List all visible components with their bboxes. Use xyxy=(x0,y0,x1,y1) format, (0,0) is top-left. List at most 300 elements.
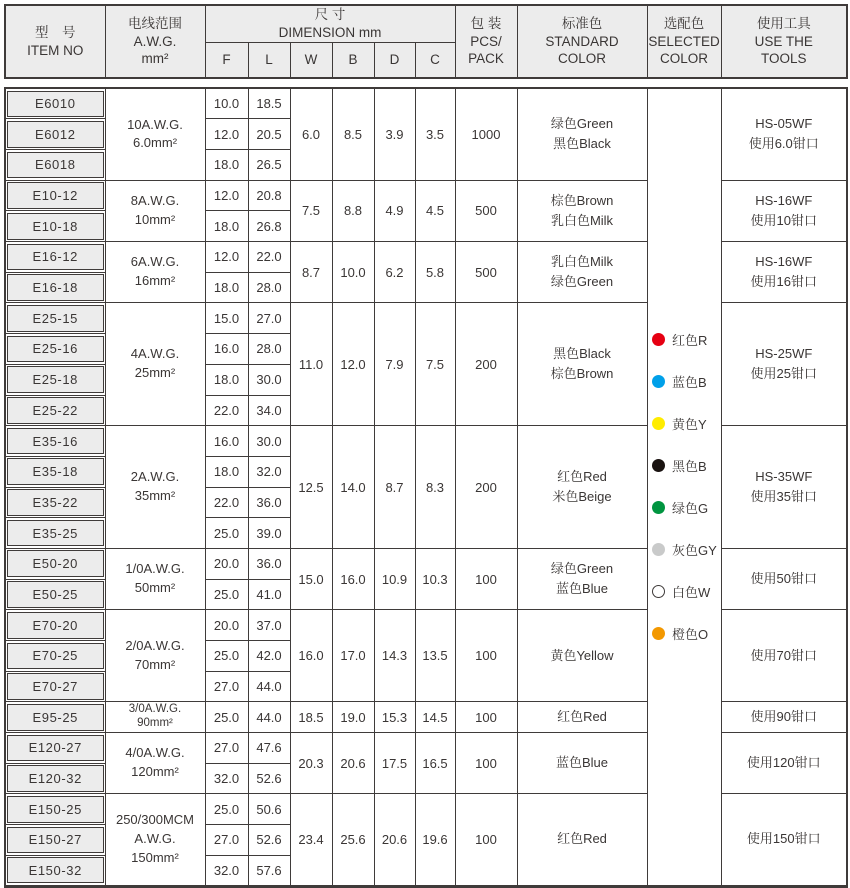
item-no-box: E25-18 xyxy=(7,366,104,393)
item-no-cell xyxy=(5,579,105,610)
dimension-d-cell: 10.9 xyxy=(374,548,415,609)
dimension-c-cell: 14.5 xyxy=(415,702,455,733)
standard-color-cell xyxy=(517,702,647,733)
wire-range-line: 1/0A.W.G. xyxy=(125,561,185,577)
pcs-pack-cell: 500 xyxy=(455,242,517,303)
wire-range-cell xyxy=(105,88,205,180)
dimension-c-cell: 4.5 xyxy=(415,180,455,241)
header-dimension-zh: 尺 寸 xyxy=(314,7,346,22)
dimension-f-cell: 27.0 xyxy=(205,825,248,856)
dimension-f-cell: 27.0 xyxy=(205,671,248,702)
dimension-l-cell: 41.0 xyxy=(248,579,290,610)
standard-color-line: 绿色Green xyxy=(550,116,614,132)
dimension-l-cell: 26.8 xyxy=(248,211,290,242)
item-no-cell xyxy=(5,119,105,150)
standard-color-line: 蓝色Blue xyxy=(555,755,609,771)
header-dim-f: F xyxy=(205,42,248,78)
item-no-box: E16-12 xyxy=(7,244,104,271)
item-no-cell xyxy=(5,702,105,733)
dimension-f-cell: 12.0 xyxy=(205,180,248,211)
dimension-c-cell: 13.5 xyxy=(415,610,455,702)
standard-color-cell xyxy=(517,733,647,794)
dimension-w-cell: 12.5 xyxy=(290,426,332,549)
item-no-box: E10-12 xyxy=(7,182,104,209)
item-no-box: E6018 xyxy=(7,152,104,179)
item-no-box: E25-22 xyxy=(7,397,104,424)
use-tools-line: 使用35钳口 xyxy=(750,489,817,505)
item-no-box: E25-16 xyxy=(7,336,104,363)
item-no-box: E50-20 xyxy=(7,550,104,577)
header-dim-c: C xyxy=(415,42,455,78)
dimension-f-cell: 16.0 xyxy=(205,426,248,457)
pcs-pack-cell: 100 xyxy=(455,702,517,733)
use-tools-line: HS-16WF xyxy=(755,192,813,208)
item-no-cell xyxy=(5,671,105,702)
dimension-f-cell: 12.0 xyxy=(205,119,248,150)
header-standard-color-en2: COLOR xyxy=(558,51,607,67)
dimension-l-cell: 22.0 xyxy=(248,242,290,273)
header-tools xyxy=(721,5,847,78)
dimension-b-cell: 8.5 xyxy=(332,88,374,180)
item-no-box: E50-25 xyxy=(7,581,104,608)
pcs-pack-cell: 200 xyxy=(455,426,517,549)
use-tools-cell xyxy=(721,303,847,426)
header-wire-range-awg: A.W.G. xyxy=(133,33,177,49)
item-no-cell xyxy=(5,395,105,426)
dimension-b-cell: 12.0 xyxy=(332,303,374,426)
item-no-cell xyxy=(5,88,105,119)
dimension-f-cell: 18.0 xyxy=(205,272,248,303)
item-no-box: E35-16 xyxy=(7,428,104,455)
standard-color-line: 红色Red xyxy=(557,709,607,725)
item-no-box: E6012 xyxy=(7,121,104,148)
legend-label-red: 红色R xyxy=(672,333,708,349)
wire-range-line: 90mm² xyxy=(137,717,173,730)
pcs-pack-cell: 1000 xyxy=(455,88,517,180)
table-row xyxy=(5,733,847,764)
standard-color-line: 蓝色Blue xyxy=(555,581,609,597)
legend-item-red xyxy=(652,330,707,349)
header-pack xyxy=(455,5,517,78)
legend-label-gray: 灰色GY xyxy=(672,543,717,559)
green-color-dot xyxy=(652,501,665,514)
item-no-cell xyxy=(5,150,105,181)
legend-item-gray xyxy=(652,540,717,559)
use-tools-line: 使用70钳口 xyxy=(750,647,817,663)
wire-range-line: 10mm² xyxy=(134,211,176,227)
selected-color-cell xyxy=(647,88,721,886)
wire-range-line: 10A.W.G. xyxy=(127,116,183,132)
legend-item-white xyxy=(652,582,710,601)
dimension-f-cell: 25.0 xyxy=(205,518,248,549)
header-selected-color xyxy=(647,5,721,78)
header-tools-en2: TOOLS xyxy=(761,51,807,67)
dimension-l-cell: 30.0 xyxy=(248,364,290,395)
header-dimension-en: DIMENSION mm xyxy=(278,24,382,40)
wire-range-line: 150mm² xyxy=(131,849,179,865)
wire-range-cell xyxy=(105,702,205,733)
legend-label-orange: 橙色O xyxy=(672,627,709,643)
wire-range-line: 3/0A.W.G. xyxy=(128,703,182,716)
table-row xyxy=(5,610,847,641)
use-tools-line: 使用6.0钳口 xyxy=(748,136,819,152)
header-selected-color-zh: 选配色 xyxy=(663,15,705,31)
wire-range-line: 8A.W.G. xyxy=(130,193,180,209)
use-tools-line: 使用90钳口 xyxy=(750,709,817,725)
pcs-pack-cell: 100 xyxy=(455,548,517,609)
header-item-no-zh: 型 号 xyxy=(35,24,76,40)
dimension-l-cell: 44.0 xyxy=(248,671,290,702)
item-no-box: E6010 xyxy=(7,91,104,117)
wire-range-line: 4/0A.W.G. xyxy=(125,745,185,761)
use-tools-cell xyxy=(721,180,847,241)
dimension-l-cell: 30.0 xyxy=(248,426,290,457)
use-tools-cell xyxy=(721,426,847,549)
dimension-c-cell: 3.5 xyxy=(415,88,455,180)
wire-range-line: 120mm² xyxy=(131,764,179,780)
use-tools-line: HS-05WF xyxy=(755,116,813,132)
item-no-box: E120-32 xyxy=(7,765,104,792)
legend-label-black: 黑色B xyxy=(672,459,707,475)
header-dim-b: B xyxy=(332,42,374,78)
wire-range-line: 70mm² xyxy=(134,656,176,672)
header-selected-color-en1: SELECTED xyxy=(648,33,720,49)
standard-color-cell xyxy=(517,180,647,241)
dimension-f-cell: 18.0 xyxy=(205,150,248,181)
item-no-cell xyxy=(5,334,105,365)
item-no-cell xyxy=(5,180,105,211)
dimension-d-cell: 4.9 xyxy=(374,180,415,241)
item-no-box: E70-27 xyxy=(7,673,104,700)
wire-range-line: 35mm² xyxy=(134,488,176,504)
dimension-w-cell: 18.5 xyxy=(290,702,332,733)
dimension-l-cell: 20.8 xyxy=(248,180,290,211)
standard-color-cell xyxy=(517,303,647,426)
wire-range-cell xyxy=(105,180,205,241)
dimension-l-cell: 44.0 xyxy=(248,702,290,733)
wire-range-line: 2/0A.W.G. xyxy=(125,638,185,653)
dimension-f-cell: 32.0 xyxy=(205,855,248,886)
standard-color-cell xyxy=(517,794,647,886)
wire-range-cell xyxy=(105,426,205,549)
black-color-dot xyxy=(652,459,665,472)
dimension-l-cell: 20.5 xyxy=(248,119,290,150)
dimension-f-cell: 12.0 xyxy=(205,242,248,273)
wire-range-line: 50mm² xyxy=(134,580,176,596)
item-no-cell xyxy=(5,487,105,518)
dimension-f-cell: 25.0 xyxy=(205,579,248,610)
use-tools-cell xyxy=(721,610,847,702)
orange-color-dot xyxy=(652,627,665,640)
item-no-box: E35-18 xyxy=(7,458,104,485)
header-table xyxy=(4,4,848,79)
use-tools-cell xyxy=(721,733,847,794)
dimension-f-cell: 18.0 xyxy=(205,364,248,395)
table-row xyxy=(5,794,847,825)
dimension-f-cell: 27.0 xyxy=(205,733,248,764)
dimension-c-cell: 5.8 xyxy=(415,242,455,303)
table-row xyxy=(5,88,847,119)
wire-range-line: 4A.W.G. xyxy=(130,346,180,362)
standard-color-line: 乳白色Milk xyxy=(550,254,614,270)
standard-color-line: 红色Red xyxy=(557,831,607,847)
selected-color-legend xyxy=(652,330,716,643)
header-standard-color-en1: STANDARD xyxy=(545,33,619,49)
dimension-f-cell: 10.0 xyxy=(205,88,248,119)
pcs-pack-cell: 200 xyxy=(455,303,517,426)
dimension-f-cell: 25.0 xyxy=(205,702,248,733)
item-no-box: E120-27 xyxy=(7,735,104,762)
item-no-cell xyxy=(5,610,105,641)
legend-label-yellow: 黄色Y xyxy=(672,417,707,433)
dimension-l-cell: 52.6 xyxy=(248,825,290,856)
pcs-pack-cell: 100 xyxy=(455,610,517,702)
dimension-d-cell: 7.9 xyxy=(374,303,415,426)
white-color-dot xyxy=(652,585,665,598)
yellow-color-dot xyxy=(652,417,665,430)
item-no-cell xyxy=(5,825,105,856)
table-row xyxy=(5,242,847,273)
dimension-c-cell: 7.5 xyxy=(415,303,455,426)
dimension-b-cell: 19.0 xyxy=(332,702,374,733)
dimension-c-cell: 16.5 xyxy=(415,733,455,794)
dimension-f-cell: 20.0 xyxy=(205,548,248,579)
wire-range-line: A.W.G. xyxy=(134,831,176,847)
wire-range-cell xyxy=(105,548,205,609)
legend-label-blue: 蓝色B xyxy=(672,375,707,391)
dimension-c-cell: 10.3 xyxy=(415,548,455,609)
dimension-l-cell: 34.0 xyxy=(248,395,290,426)
legend-item-green xyxy=(652,498,708,517)
item-no-box: E16-18 xyxy=(7,274,104,301)
dimension-d-cell: 20.6 xyxy=(374,794,415,886)
dimension-l-cell: 28.0 xyxy=(248,272,290,303)
item-no-cell xyxy=(5,733,105,764)
dimension-w-cell: 8.7 xyxy=(290,242,332,303)
dimension-c-cell: 19.6 xyxy=(415,794,455,886)
item-no-box: E25-15 xyxy=(7,305,104,332)
gray-color-dot xyxy=(652,543,665,556)
header-wire-range-mm2: mm² xyxy=(141,51,169,67)
dimension-l-cell: 52.6 xyxy=(248,763,290,794)
wire-range-cell xyxy=(105,794,205,886)
header-tools-zh: 使用工具 xyxy=(756,15,811,31)
standard-color-cell xyxy=(517,610,647,702)
dimension-d-cell: 8.7 xyxy=(374,426,415,549)
dimension-b-cell: 14.0 xyxy=(332,426,374,549)
dimension-l-cell: 18.5 xyxy=(248,88,290,119)
use-tools-line: 使用10钳口 xyxy=(750,212,817,228)
dimension-w-cell: 11.0 xyxy=(290,303,332,426)
item-no-cell xyxy=(5,794,105,825)
dimension-f-cell: 25.0 xyxy=(205,641,248,672)
item-no-box: E150-32 xyxy=(7,857,104,883)
item-no-box: E35-25 xyxy=(7,520,104,547)
dimension-b-cell: 17.0 xyxy=(332,610,374,702)
legend-item-yellow xyxy=(652,414,707,433)
item-no-box: E70-25 xyxy=(7,643,104,670)
item-no-cell xyxy=(5,364,105,395)
dimension-l-cell: 42.0 xyxy=(248,641,290,672)
header-pack-zh: 包 装 xyxy=(470,15,502,31)
dimension-l-cell: 32.0 xyxy=(248,456,290,487)
dimension-l-cell: 26.5 xyxy=(248,150,290,181)
header-standard-color-zh: 标准色 xyxy=(561,15,603,31)
item-no-box: E10-18 xyxy=(7,213,104,240)
header-tools-en1: USE THE xyxy=(754,33,813,49)
use-tools-cell xyxy=(721,242,847,303)
standard-color-cell xyxy=(517,242,647,303)
wire-range-cell xyxy=(105,242,205,303)
dimension-l-cell: 36.0 xyxy=(248,548,290,579)
item-no-cell xyxy=(5,641,105,672)
wire-range-cell xyxy=(105,303,205,426)
dimension-w-cell: 23.4 xyxy=(290,794,332,886)
header-dim-w: W xyxy=(290,42,332,78)
use-tools-cell xyxy=(721,794,847,886)
standard-color-line: 棕色Brown xyxy=(550,366,614,382)
header-dim-l: L xyxy=(248,42,290,78)
header-item-no-en: ITEM NO xyxy=(27,42,84,58)
item-no-box: E150-25 xyxy=(7,796,104,823)
dimension-l-cell: 28.0 xyxy=(248,334,290,365)
dimension-l-cell: 39.0 xyxy=(248,518,290,549)
dimension-w-cell: 16.0 xyxy=(290,610,332,702)
standard-color-line: 黄色Yellow xyxy=(550,647,614,663)
item-no-cell xyxy=(5,426,105,457)
dimension-b-cell: 16.0 xyxy=(332,548,374,609)
legend-item-orange xyxy=(652,624,708,643)
table-row xyxy=(5,702,847,733)
item-no-cell xyxy=(5,456,105,487)
item-no-box: E95-25 xyxy=(7,704,104,731)
item-no-cell xyxy=(5,855,105,886)
dimension-f-cell: 22.0 xyxy=(205,487,248,518)
pcs-pack-cell: 500 xyxy=(455,180,517,241)
dimension-f-cell: 16.0 xyxy=(205,334,248,365)
use-tools-line: 使用120钳口 xyxy=(746,755,821,771)
dimension-w-cell: 7.5 xyxy=(290,180,332,241)
standard-color-line: 绿色Green xyxy=(550,274,614,290)
use-tools-line: HS-25WF xyxy=(755,346,813,362)
use-tools-line: HS-35WF xyxy=(755,468,813,484)
dimension-d-cell: 17.5 xyxy=(374,733,415,794)
dimension-f-cell: 15.0 xyxy=(205,303,248,334)
dimension-w-cell: 6.0 xyxy=(290,88,332,180)
dimension-b-cell: 20.6 xyxy=(332,733,374,794)
use-tools-line: HS-16WF xyxy=(755,254,813,270)
wire-range-line: 16mm² xyxy=(134,273,176,289)
dimension-f-cell: 18.0 xyxy=(205,456,248,487)
item-no-cell xyxy=(5,272,105,303)
header-pack-pcs: PCS/ xyxy=(470,33,502,49)
legend-item-blue xyxy=(652,372,707,391)
use-tools-line: 使用25钳口 xyxy=(750,366,817,382)
dimension-d-cell: 14.3 xyxy=(374,610,415,702)
dimension-w-cell: 15.0 xyxy=(290,548,332,609)
item-no-box: E35-22 xyxy=(7,489,104,516)
table-row xyxy=(5,548,847,579)
dimension-l-cell: 36.0 xyxy=(248,487,290,518)
item-no-cell xyxy=(5,242,105,273)
use-tools-cell xyxy=(721,702,847,733)
use-tools-line: 使用16钳口 xyxy=(750,274,817,290)
dimension-f-cell: 22.0 xyxy=(205,395,248,426)
use-tools-line: 使用150钳口 xyxy=(746,831,821,847)
dimension-l-cell: 50.6 xyxy=(248,794,290,825)
table-row xyxy=(5,426,847,457)
header-wire-range-zh: 电线范围 xyxy=(128,15,182,31)
dimension-f-cell: 25.0 xyxy=(205,794,248,825)
red-color-dot xyxy=(652,333,665,346)
dimension-l-cell: 37.0 xyxy=(248,610,290,641)
header-wire-range xyxy=(105,5,205,78)
dimension-c-cell: 8.3 xyxy=(415,426,455,549)
dimension-d-cell: 3.9 xyxy=(374,88,415,180)
standard-color-line: 米色Beige xyxy=(552,489,612,505)
wire-range-cell xyxy=(105,610,205,702)
dimension-l-cell: 57.6 xyxy=(248,855,290,886)
item-no-cell xyxy=(5,518,105,549)
header-item-no xyxy=(5,5,105,78)
header-selected-color-en2: COLOR xyxy=(660,51,709,67)
dimension-f-cell: 18.0 xyxy=(205,211,248,242)
header-pack-pack: PACK xyxy=(468,51,504,67)
standard-color-line: 棕色Brown xyxy=(550,192,614,208)
dimension-l-cell: 27.0 xyxy=(248,303,290,334)
standard-color-cell xyxy=(517,426,647,549)
legend-label-white: 白色W xyxy=(672,585,711,601)
item-no-cell xyxy=(5,211,105,242)
wire-range-line: 25mm² xyxy=(134,365,176,381)
legend-item-black xyxy=(652,456,707,475)
table-row xyxy=(5,180,847,211)
dimension-f-cell: 20.0 xyxy=(205,610,248,641)
wire-range-line: 6A.W.G. xyxy=(130,254,180,270)
wire-range-line: 250/300MCM xyxy=(115,812,195,828)
wire-range-cell xyxy=(105,733,205,794)
dimension-b-cell: 8.8 xyxy=(332,180,374,241)
spec-body-table xyxy=(4,87,848,887)
header-dimension xyxy=(205,5,455,42)
header-standard-color xyxy=(517,5,647,78)
pcs-pack-cell: 100 xyxy=(455,733,517,794)
dimension-l-cell: 47.6 xyxy=(248,733,290,764)
item-no-cell xyxy=(5,548,105,579)
blue-color-dot xyxy=(652,375,665,388)
standard-color-line: 红色Red xyxy=(557,468,607,484)
legend-label-green: 绿色G xyxy=(672,501,709,517)
use-tools-cell xyxy=(721,548,847,609)
standard-color-line: 乳白色Milk xyxy=(550,212,614,228)
use-tools-cell xyxy=(721,88,847,180)
item-no-cell xyxy=(5,303,105,334)
header-dim-d: D xyxy=(374,42,415,78)
wire-range-line: 2A.W.G. xyxy=(130,469,180,485)
dimension-d-cell: 6.2 xyxy=(374,242,415,303)
standard-color-cell xyxy=(517,88,647,180)
item-no-box: E150-27 xyxy=(7,827,104,854)
standard-color-line: 绿色Green xyxy=(550,560,614,576)
dimension-d-cell: 15.3 xyxy=(374,702,415,733)
standard-color-cell xyxy=(517,548,647,609)
dimension-b-cell: 10.0 xyxy=(332,242,374,303)
standard-color-line: 黑色Black xyxy=(553,136,611,152)
item-no-box: E70-20 xyxy=(7,612,104,639)
dimension-f-cell: 32.0 xyxy=(205,763,248,794)
dimension-w-cell: 20.3 xyxy=(290,733,332,794)
pcs-pack-cell: 100 xyxy=(455,794,517,886)
